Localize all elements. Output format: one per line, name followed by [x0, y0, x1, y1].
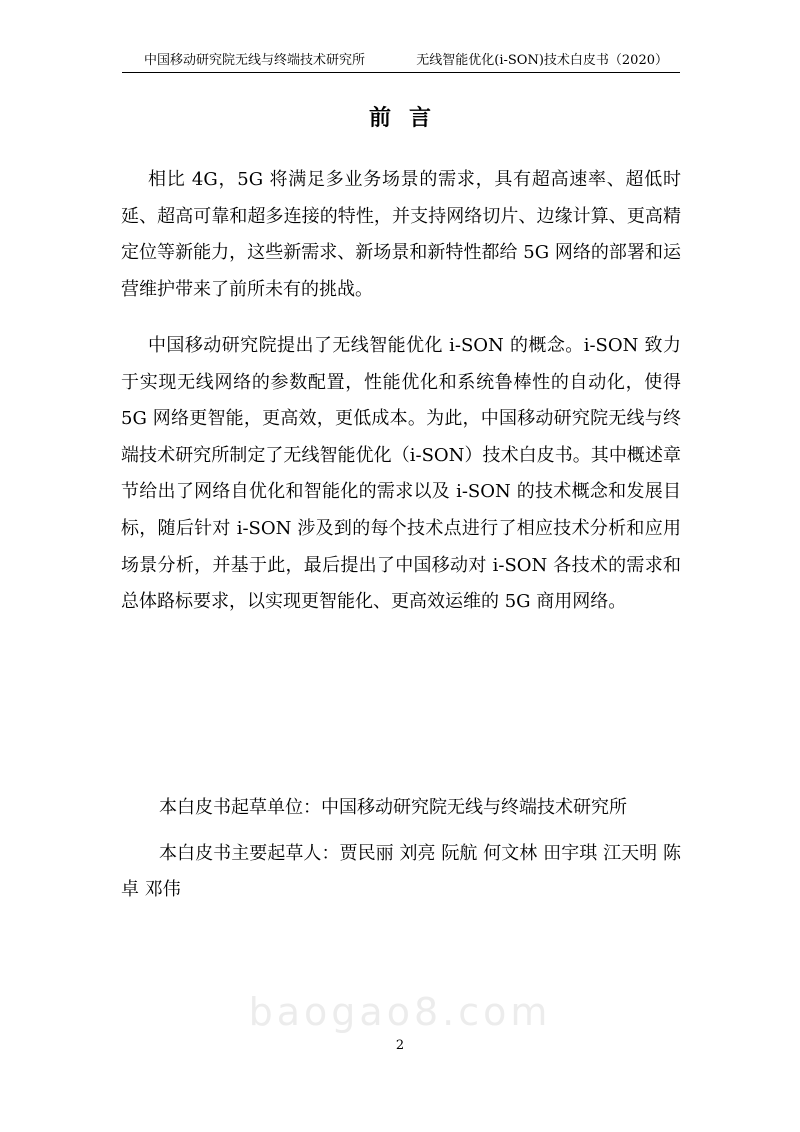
drafting-authors: 本白皮书主要起草人：贾民丽 刘亮 阮航 何文林 田宇琪 江天明 陈卓 邓伟 [121, 843, 681, 900]
paragraph-ison: 中国移动研究院提出了无线智能优化 i-SON 的概念。i-SON 致力于实现无线网络的参数配置，性能优化和系统鲁棒性的自动化，使得 5G 网络更智能，更高效，更低成本。为此，中国移动研究院无线与终端技术研究所制定了无线智能优化（i-SON）技术白皮书。其中概述章节给出了网络自优化和智能化的需求以及 i-SON 的技术概念和发展目标，随后针对 i-SON 涉及到的每个技术点进行了相应技术分析和应用场景分析，并基于此，最后提出了中国移动对 i-SON 各技术的需求和总体路标要求，以实现更智能化、更高效运维的 5G 商用网络。 [121, 335, 681, 613]
watermark: baogao8.com [248, 990, 552, 1034]
paragraph-intro: 相比 4G，5G 将满足多业务场景的需求，具有超高速率、超低时延、超高可靠和超多连接的特性，并支持网络切片、边缘计算、更高精定位等新能力，这些新需求、新场景和新特性都给 5G 网络的部署和运营维护带来了前所未有的挑战。 [121, 169, 681, 300]
page-header [122, 50, 680, 73]
header-institute: 中国移动研究院无线与终端技术研究所 [144, 53, 366, 68]
page-title: 前言 [368, 105, 449, 131]
page-number: 2 [395, 1038, 405, 1053]
header-document-title: 无线智能优化(i-SON)技术白皮书（2020） [416, 53, 668, 68]
drafting-unit: 本白皮书起草单位：中国移动研究院无线与终端技术研究所 [159, 797, 627, 818]
